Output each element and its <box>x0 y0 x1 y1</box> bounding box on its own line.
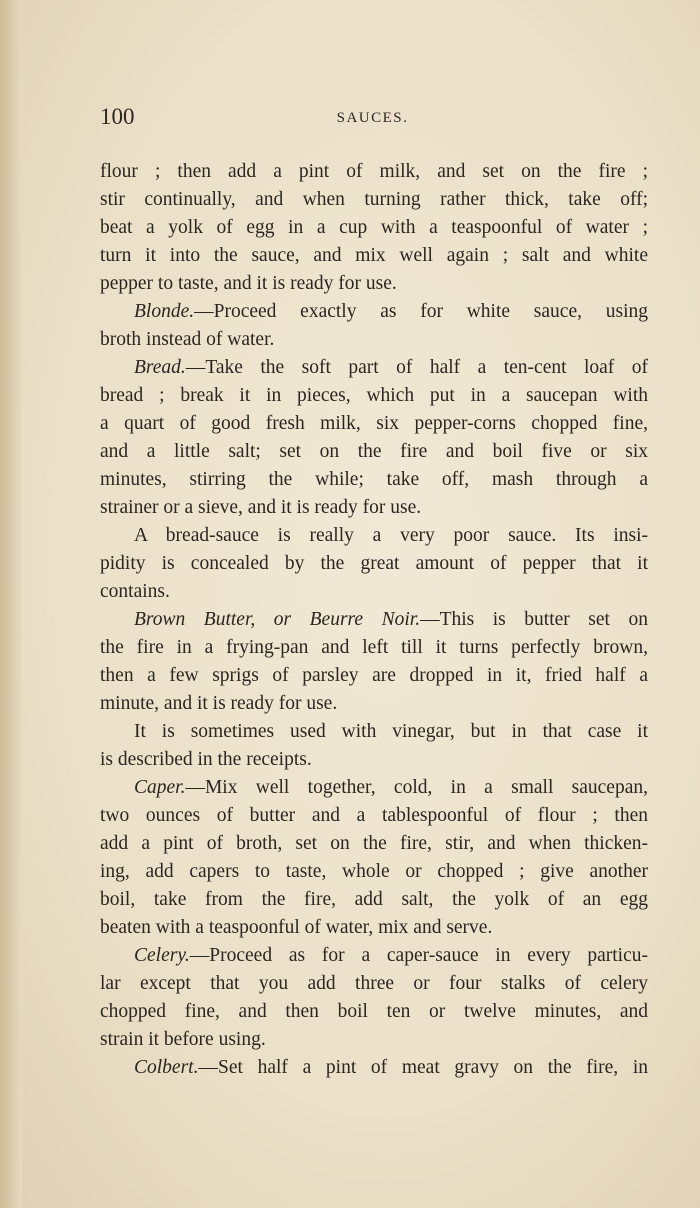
text-line <box>100 382 648 410</box>
text-line <box>100 662 648 690</box>
text-line <box>100 578 648 606</box>
text-line <box>100 522 648 550</box>
entry-heading: Caper. <box>134 777 186 798</box>
text-line <box>100 718 648 746</box>
text-line <box>100 970 648 998</box>
line-text: —Set half a pint of meat gravy on the fire, in <box>198 1057 648 1078</box>
text-line <box>100 214 648 242</box>
line-text: a quart of good fresh milk, six pepper-corns chopped fine, <box>100 413 648 434</box>
entry-heading: Blonde. <box>134 301 195 322</box>
line-text: boil, take from the fire, add salt, the yolk of an egg <box>100 889 648 910</box>
line-text: —Proceed as for a caper-sauce in every particu- <box>189 945 648 966</box>
text-line <box>100 466 648 494</box>
text-line <box>100 802 648 830</box>
page-number: 100 <box>100 104 135 129</box>
page-body-text <box>100 158 648 1082</box>
text-line <box>100 606 648 634</box>
line-text: —This is butter set on <box>420 609 648 630</box>
line-text: —Proceed exactly as for white sauce, using <box>194 301 648 322</box>
line-text: the fire in a frying-pan and left till it turns perfectly brown, <box>100 637 648 658</box>
text-line <box>100 158 648 186</box>
line-text: strain it before using. <box>100 1029 266 1050</box>
text-line <box>100 354 648 382</box>
text-line <box>100 494 648 522</box>
text-line <box>100 1054 648 1082</box>
line-text: two ounces of butter and a tablespoonful of flour ; then <box>100 805 648 826</box>
text-line <box>100 242 648 270</box>
line-text: broth instead of water. <box>100 329 275 350</box>
running-title: SAUCES. <box>336 110 409 126</box>
line-text: add a pint of broth, set on the fire, stir, and when thicken- <box>100 833 648 854</box>
text-line <box>100 634 648 662</box>
line-text: —Mix well together, cold, in a small saucepan, <box>185 777 648 798</box>
line-text: strainer or a sieve, and it is ready for use. <box>100 497 422 518</box>
line-text: lar except that you add three or four stalks of celery <box>100 973 648 994</box>
text-line <box>100 326 648 354</box>
line-text: It is sometimes used with vinegar, but in that case it <box>134 721 648 742</box>
line-text: then a few sprigs of parsley are dropped in it, fried half a <box>100 665 648 686</box>
line-text: turn it into the sauce, and mix well again ; salt and white <box>100 245 648 266</box>
line-text: ing, add capers to taste, whole or chopped ; give another <box>100 861 648 882</box>
page-gutter-shadow <box>0 0 22 1208</box>
line-text: minutes, stirring the while; take off, mash through a <box>100 469 648 490</box>
text-line <box>100 998 648 1026</box>
text-line <box>100 550 648 578</box>
text-line <box>100 298 648 326</box>
line-text: beat a yolk of egg in a cup with a teaspoonful of water ; <box>100 217 648 238</box>
text-line <box>100 1026 648 1054</box>
line-text: flour ; then add a pint of milk, and set on the fire ; <box>100 161 648 182</box>
entry-heading: Brown Butter, or Beurre Noir. <box>134 609 421 630</box>
line-text: minute, and it is ready for use. <box>100 693 338 714</box>
line-text: pidity is concealed by the great amount of pepper that it <box>100 553 648 574</box>
text-line <box>100 830 648 858</box>
text-line <box>100 774 648 802</box>
line-text: bread ; break it in pieces, which put in a saucepan with <box>100 385 648 406</box>
text-line <box>100 942 648 970</box>
text-line <box>100 690 648 718</box>
text-line <box>100 886 648 914</box>
text-line <box>100 858 648 886</box>
line-text: beaten with a teaspoonful of water, mix and serve. <box>100 917 493 938</box>
text-line <box>100 410 648 438</box>
text-line <box>100 270 648 298</box>
entry-heading: Celery. <box>134 945 190 966</box>
text-line <box>100 438 648 466</box>
entry-heading: Bread. <box>134 357 186 378</box>
line-text: —Take the soft part of half a ten-cent loaf of <box>185 357 648 378</box>
line-text: chopped fine, and then boil ten or twelve minutes, and <box>100 1001 648 1022</box>
line-text: contains. <box>100 581 170 602</box>
line-text: A bread-sauce is really a very poor sauce. Its insi- <box>134 525 648 546</box>
entry-heading: Colbert. <box>134 1057 199 1078</box>
text-line <box>100 914 648 942</box>
line-text: is described in the receipts. <box>100 749 312 770</box>
text-line <box>100 746 648 774</box>
line-text: stir continually, and when turning rather thick, take off; <box>100 189 648 210</box>
line-text: pepper to taste, and it is ready for use. <box>100 273 397 294</box>
page-header <box>100 104 645 134</box>
line-text: and a little salt; set on the fire and boil five or six <box>100 441 648 462</box>
text-line <box>100 186 648 214</box>
